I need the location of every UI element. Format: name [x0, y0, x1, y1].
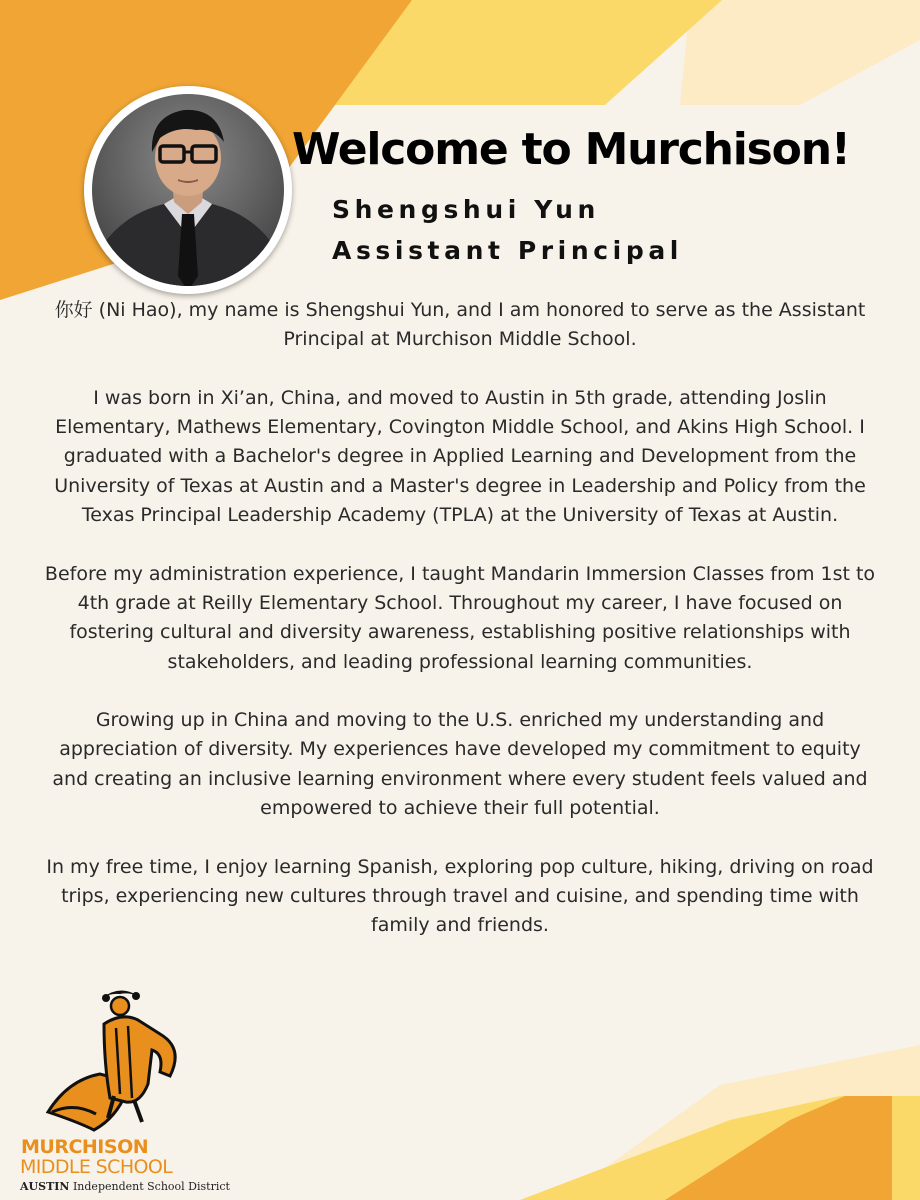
- logo-school-name: MURCHISON: [21, 1136, 149, 1158]
- matador-mascot-icon: [38, 984, 238, 1134]
- bio-paragraph-intro: 你好 (Ni Hao), my name is Shengshui Yun, and I am honored to serve as the Assistant Principal at Murchison Middle School.: [54, 299, 866, 351]
- welcome-heading: Welcome to Murchison!: [292, 124, 850, 175]
- bio-paragraph-values: Growing up in China and moving to the U.S. enriched my understanding and appreciation of diversity. My experiences have developed my commitment to equity and creating an inclusive learning environment where every student feels valued and empowered to achieve their full potential.: [52, 709, 868, 820]
- logo-school-type: MIDDLE SCHOOL: [20, 1156, 173, 1178]
- staff-portrait-photo: [84, 86, 292, 294]
- logo-district: [20, 1180, 230, 1193]
- staff-role: Assistant Principal: [332, 236, 683, 265]
- bio-paragraph-education: I was born in Xi’an, China, and moved to Austin in 5th grade, attending Joslin Elementary, Mathews Elementary, Covington Middle School, and Akins High School. I graduated with a Bachelor's degree in Applied Learning and Development from the University of Texas at Austin and a Master's degree in Leadership and Policy from the Texas Principal Leadership Academy (TPLA) at the University of Texas at Austin.: [54, 386, 866, 527]
- logo-district-rest: Independent School District: [69, 1180, 230, 1193]
- bio-paragraph-free-time: In my free time, I enjoy learning Spanish, exploring pop culture, hiking, driving on road trips, experiencing new cultures through travel and cuisine, and spending time with family and friends.: [46, 855, 874, 937]
- staff-name: Shengshui Yun: [332, 195, 600, 224]
- logo-district-bold: AUSTIN: [20, 1180, 70, 1193]
- top-cream-band: [680, 0, 920, 105]
- biography-text: [40, 296, 880, 941]
- bio-paragraph-experience: Before my administration experience, I taught Mandarin Immersion Classes from 1st to 4th grade at Reilly Elementary School. Throughout my career, I have focused on fostering cultural and diversity awareness, establishing positive relationships with stakeholders, and leading professional learning communities.: [44, 562, 876, 673]
